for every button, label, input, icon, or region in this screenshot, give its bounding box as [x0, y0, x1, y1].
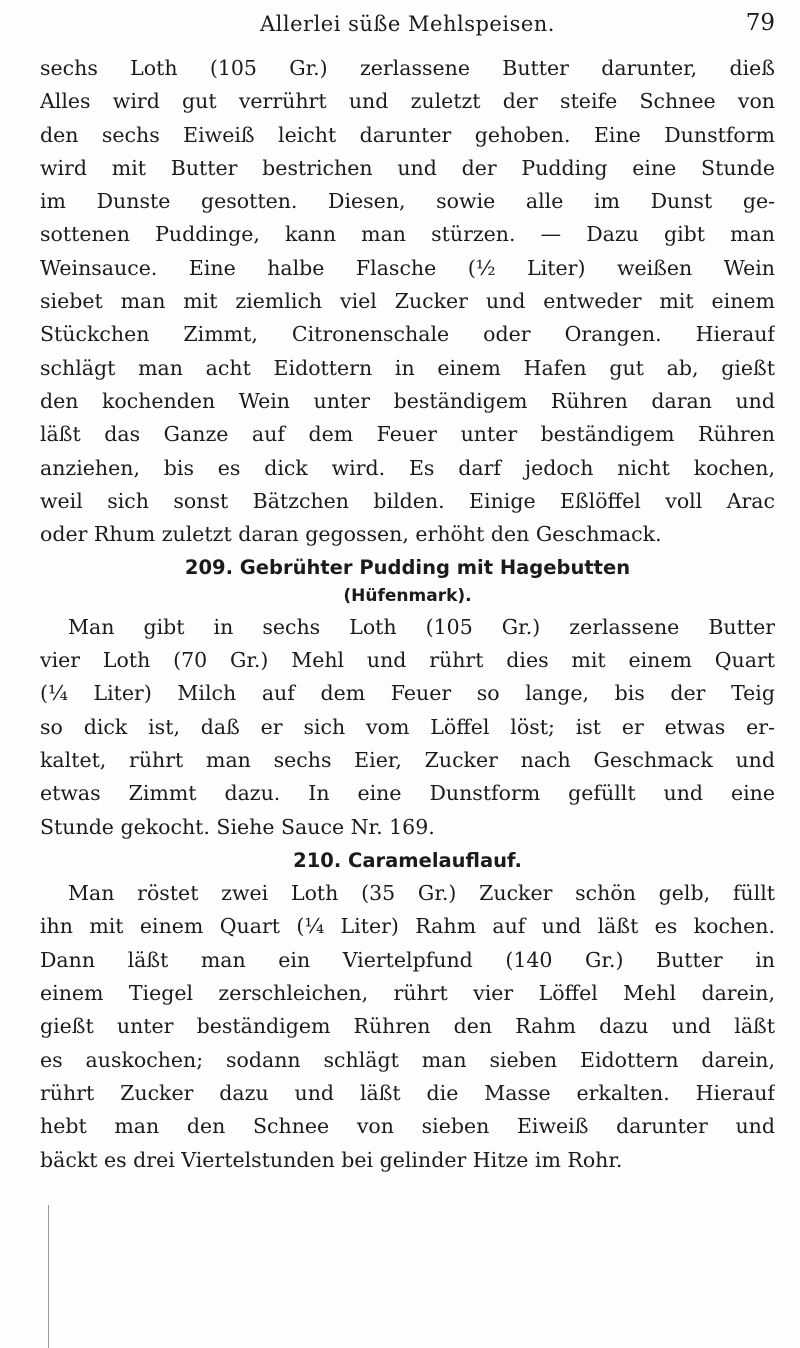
- text-line: Man röstet zwei Loth (35 Gr.) Zucker schön gelb, füllt: [68, 881, 775, 906]
- text-line: Man gibt in sechs Loth (105 Gr.) zerlassene Butter: [68, 614, 775, 639]
- text-line: Weinsauce. Eine halbe Flasche (½ Liter) weißen Wein: [40, 255, 775, 280]
- text-line: bäckt es drei Viertelstunden bei gelinder Hitze im Rohr.: [40, 1147, 623, 1172]
- body-text: [40, 52, 775, 1177]
- text-line: es auskochen; sodann schlägt man sieben Eidottern darein,: [40, 1047, 775, 1072]
- gutter-rule: [48, 1205, 49, 1348]
- recipe-209-heading: 209. Gebrühter Pudding mit Hagebutten: [184, 556, 631, 580]
- text-line: Stückchen Zimmt, Citronenschale oder Orangen. Hierauf: [40, 322, 775, 347]
- text-line: den sechs Eiweiß leicht darunter gehoben. Eine Dunstform: [40, 122, 775, 147]
- recipe-209: [40, 551, 775, 843]
- text-line: kaltet, rührt man sechs Eier, Zucker nach Geschmack und: [40, 747, 775, 772]
- text-line: anziehen, bis es dick wird. Es darf jedoch nicht kochen,: [40, 455, 775, 480]
- text-line: einem Tiegel zerschleichen, rührt vier Löffel Mehl darein,: [40, 981, 775, 1006]
- text-line: Stunde gekocht. Siehe Sauce Nr. 169.: [40, 814, 435, 839]
- text-line: hebt man den Schnee von sieben Eiweiß darunter und: [40, 1114, 775, 1139]
- text-line: weil sich sonst Bätzchen bilden. Einige Eßlöffel voll Arac: [40, 488, 775, 513]
- running-title: Allerlei süße Mehlspeisen.: [260, 12, 555, 36]
- recipe-210: [40, 844, 775, 1177]
- recipe-210-heading: 210. Caramelauflauf.: [293, 848, 522, 872]
- text-line: den kochenden Wein unter beständigem Rühren daran und: [40, 388, 775, 413]
- text-line: ihn mit einem Quart (¼ Liter) Rahm auf und läßt es kochen.: [40, 914, 775, 939]
- text-line: läßt das Ganze auf dem Feuer unter beständigem Rühren: [40, 422, 775, 447]
- text-line: Dann läßt man ein Viertelpfund (140 Gr.) Butter in: [40, 947, 775, 972]
- text-line: vier Loth (70 Gr.) Mehl und rührt dies mit einem Quart: [40, 648, 775, 673]
- text-line: gießt unter beständigem Rühren den Rahm dazu und läßt: [40, 1014, 775, 1039]
- text-line: siebet man mit ziemlich viel Zucker und entweder mit einem: [40, 289, 775, 314]
- text-line: (¼ Liter) Milch auf dem Feuer so lange, bis der Teig: [40, 681, 775, 706]
- text-line: rührt Zucker dazu und läßt die Masse erkalten. Hierauf: [40, 1080, 775, 1105]
- text-line: etwas Zimmt dazu. In eine Dunstform gefüllt und eine: [40, 781, 775, 806]
- intro-paragraph: [40, 52, 775, 551]
- page-number: 79: [745, 10, 775, 36]
- text-line: sottenen Puddinge, kann man stürzen. — Dazu gibt man: [40, 222, 775, 247]
- text-line: so dick ist, daß er sich vom Löffel löst; ist er etwas er-: [40, 714, 775, 739]
- book-page: [40, 0, 775, 1348]
- text-line: sechs Loth (105 Gr.) zerlassene Butter darunter, dieß: [40, 56, 775, 80]
- text-line: schlägt man acht Eidottern in einem Hafen gut ab, gießt: [40, 355, 775, 380]
- recipe-209-subheading: (Hüfenmark).: [343, 585, 472, 606]
- text-line: im Dunste gesotten. Diesen, sowie alle im Dunst ge-: [40, 189, 775, 214]
- text-line: Alles wird gut verrührt und zuletzt der steife Schnee von: [40, 89, 775, 114]
- running-head: [40, 0, 775, 50]
- text-line: wird mit Butter bestrichen und der Pudding eine Stunde: [40, 155, 775, 180]
- text-line: oder Rhum zuletzt daran gegossen, erhöht den Geschmack.: [40, 522, 662, 547]
